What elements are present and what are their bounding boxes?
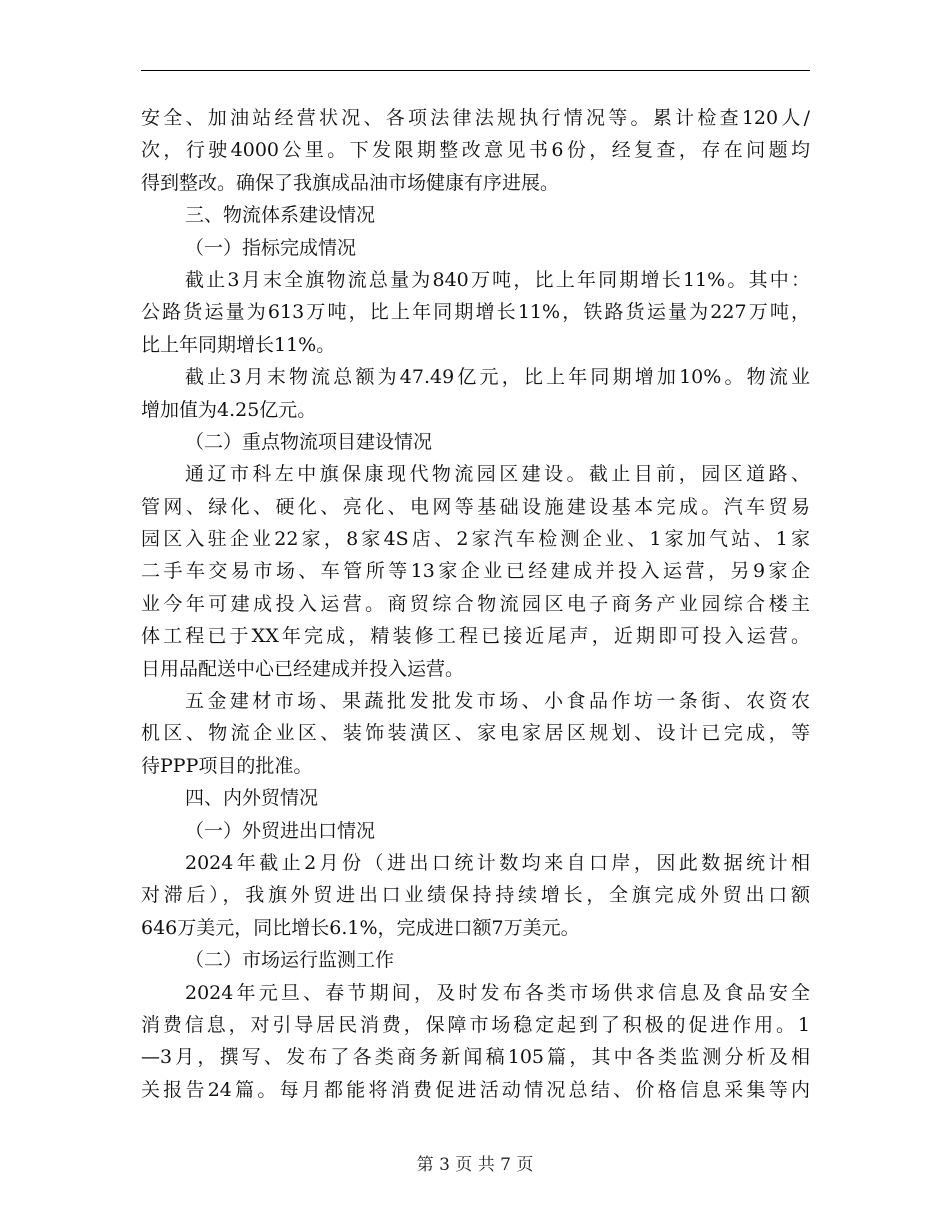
body-line: 业今年可建成投入运营。商贸综合物流园区电子商务产业园综合楼主 — [141, 592, 810, 615]
body-line: 比上年同期增长11%。 — [141, 333, 336, 356]
body-line: 园区入驻企业22家，8家4S店、2家汽车检测企业、1家加气站、1家 — [141, 528, 810, 551]
body-line: 机区、物流企业区、装饰装潢区、家电家居区规划、设计已完成，等 — [141, 722, 810, 745]
body-line: 关报告24篇。每月都能将消费促进活动情况总结、价格信息采集等内 — [141, 1078, 810, 1101]
subsection-heading: （一）外贸进出口情况 — [185, 819, 376, 842]
body-line: 2024年截止2月份（进出口统计数均来自口岸，因此数据统计相 — [185, 851, 810, 874]
body-line: 得到整改。确保了我旗成品油市场健康有序进展。 — [141, 171, 560, 194]
section-heading: 四、内外贸情况 — [185, 787, 319, 810]
body-line: 次，行驶4000公里。下发限期整改意见书6份，经复查，存在问题均 — [141, 139, 810, 162]
body-line: 安全、加油站经营状况、各项法律法规执行情况等。累计检查120人/ — [141, 107, 810, 129]
document-body — [141, 102, 810, 1106]
body-line: 2024年元旦、春节期间，及时发布各类市场供求信息及食品安全 — [185, 981, 810, 1004]
header-rule — [141, 70, 810, 71]
body-line: 日用品配送中心已经建成并投入运营。 — [141, 657, 465, 680]
subsection-heading: （二）市场运行监测工作 — [185, 949, 395, 972]
body-line: 增加值为4.25亿元。 — [141, 398, 317, 421]
body-line: 截止3月末物流总额为47.49亿元，比上年同期增加10%。物流业 — [185, 366, 810, 389]
body-line: 二手车交易市场、车管所等13家企业已经建成并投入运营，另9家企 — [141, 560, 810, 583]
body-line: 体工程已于XX年完成，精装修工程已接近尾声，近期即可投入运营。 — [141, 625, 810, 648]
section-heading: 三、物流体系建设情况 — [185, 204, 376, 227]
body-line: 截止3月末全旗物流总量为840万吨，比上年同期增长11%。其中： — [185, 268, 810, 291]
body-line: 五金建材市场、果蔬批发批发市场、小食品作坊一条街、农资农 — [185, 690, 810, 713]
body-line: 对滞后），我旗外贸进出口业绩保持持续增长，全旗完成外贸出口额 — [141, 884, 810, 907]
body-line: 646万美元，同比增长6.1%，完成进口额7万美元。 — [141, 916, 580, 939]
subsection-heading: （一）指标完成情况 — [185, 236, 357, 259]
page-number-footer: 第 3 页 共 7 页 — [416, 1155, 534, 1175]
body-line: —3月，撰写、发布了各类商务新闻稿105篇，其中各类监测分析及相 — [141, 1046, 810, 1069]
body-line: 管网、绿化、硬化、亮化、电网等基础设施建设基本完成。汽车贸易 — [141, 495, 810, 518]
body-line: 通辽市科左中旗保康现代物流园区建设。截止目前，园区道路、 — [185, 463, 810, 486]
subsection-heading: （二）重点物流项目建设情况 — [185, 430, 433, 453]
body-line: 公路货运量为613万吨，比上年同期增长11%，铁路货运量为227万吨， — [141, 301, 810, 324]
body-line: 待PPP项目的批准。 — [141, 754, 313, 777]
body-line: 消费信息，对引导居民消费，保障市场稳定起到了积极的促进作用。1 — [141, 1013, 810, 1036]
